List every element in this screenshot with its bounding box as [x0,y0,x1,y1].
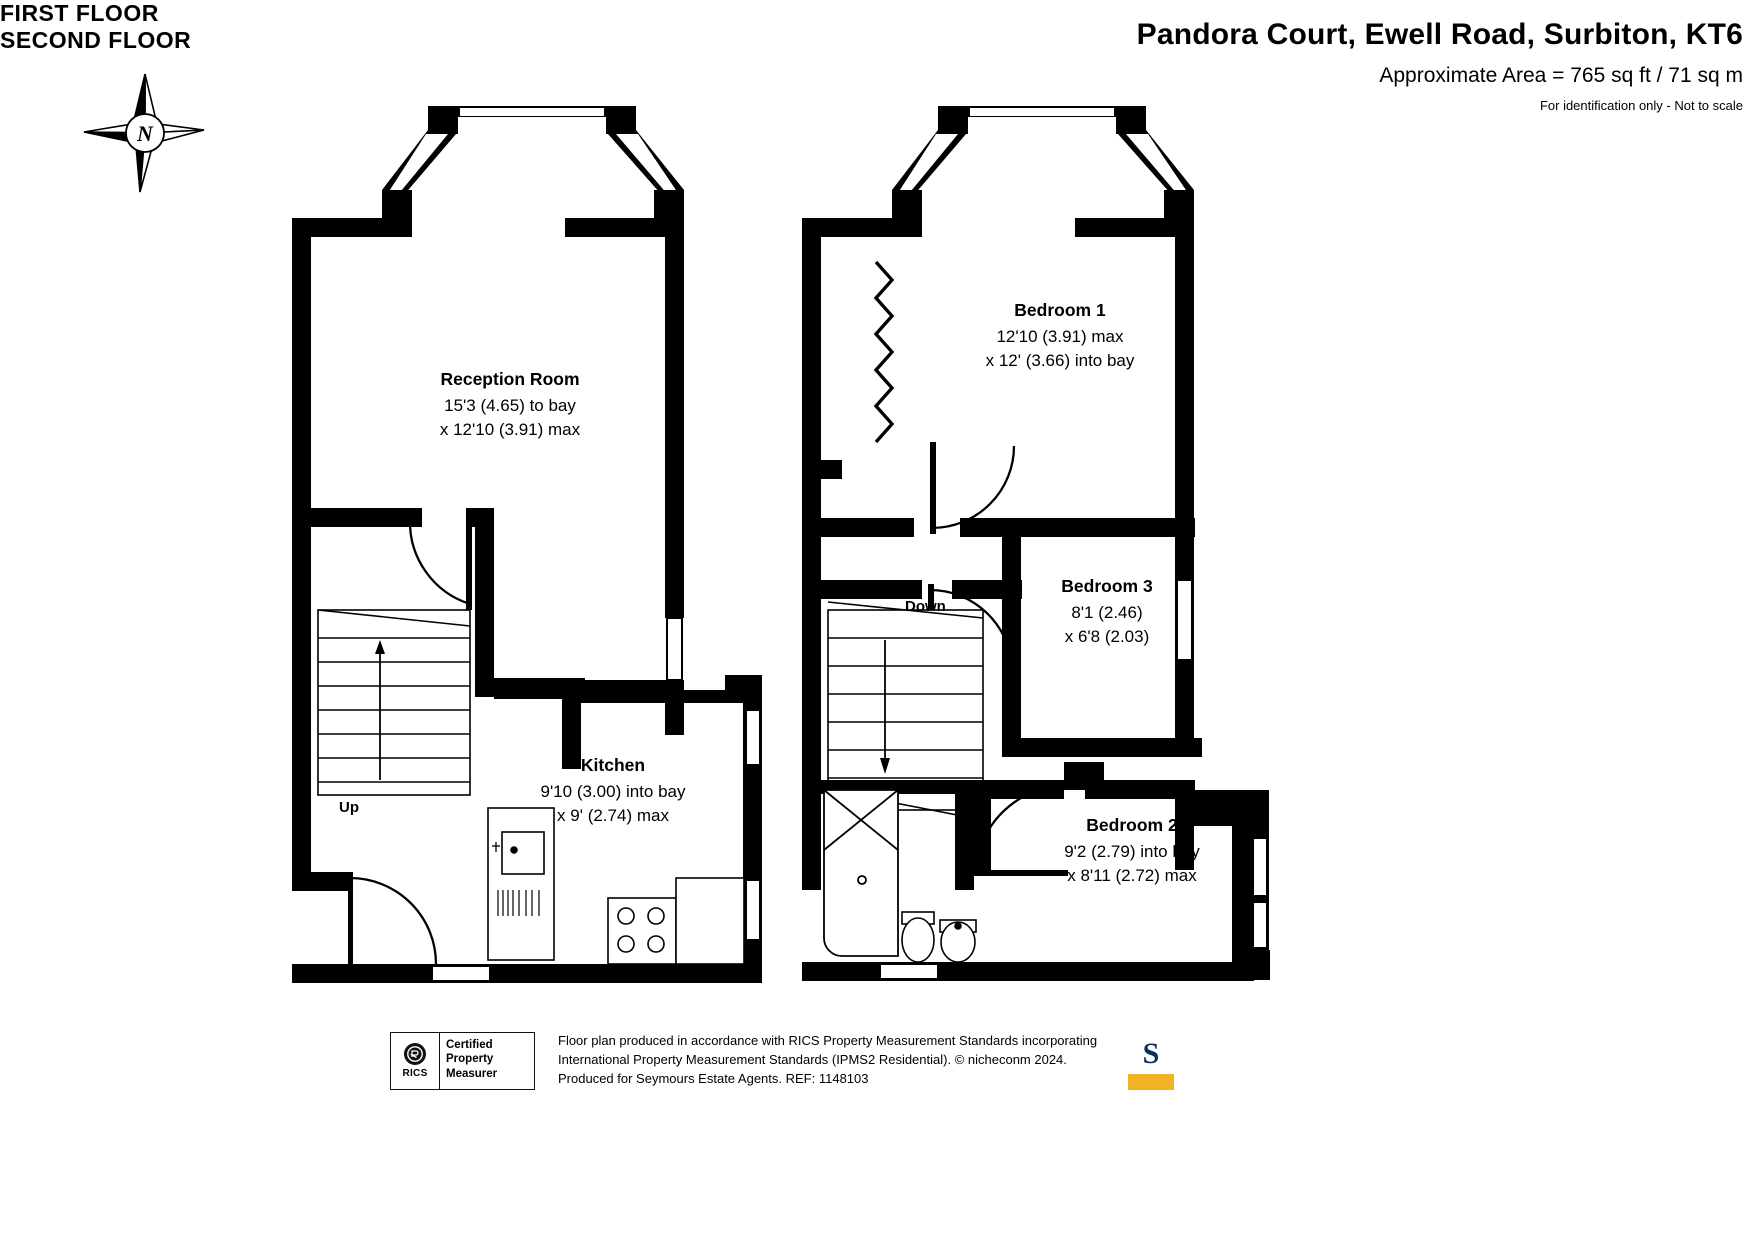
room-dim-1: 9'10 (3.00) into bay [540,781,686,801]
room-name: Kitchen [580,755,646,775]
first-floor-plan [270,90,800,995]
rics-wordmark: RICS [402,1068,428,1079]
rics-badge-text [440,1033,534,1089]
producer-logo [1128,1034,1174,1090]
room-bedroom-2 [1032,813,1232,888]
compass-rose [80,68,210,198]
disclaimer-text: For identification only - Not to scale [1539,98,1743,113]
stairs-up-label: Up [339,799,359,816]
room-dim-2: x 12'10 (3.91) max [439,419,581,439]
room-dim-1: 8'1 (2.46) [1071,602,1143,622]
footer-disclaimer [558,1032,1138,1089]
footer-line-1: Floor plan produced in accordance with RICS Property Measurement Standards incorporating [558,1033,1098,1048]
room-dim-2: x 6'8 (2.03) [1064,626,1150,646]
room-kitchen [528,753,698,828]
stairs-down-label: Down [905,598,946,615]
room-name: Bedroom 2 [1086,815,1178,835]
footer-line-2: International Property Measurement Standards (IPMS2 Residential). © nicheconm 2024. [558,1051,1067,1067]
room-dim-2: x 9' (2.74) max [557,805,669,825]
producer-logo-accent [1128,1074,1174,1090]
room-dim-2: x 8'11 (2.72) max [1067,865,1197,885]
room-name: Bedroom 1 [1014,300,1106,320]
second-floor-caption: SECOND FLOOR [0,27,192,53]
room-dim-1: 12'10 (3.91) max [996,326,1124,346]
room-dim-2: x 12' (3.66) into bay [985,350,1135,370]
rics-line-1: Certified [446,1039,493,1051]
rics-logo [391,1033,440,1089]
room-reception-room [430,367,590,442]
room-name: Bedroom 3 [1061,576,1153,596]
room-dim-1: 9'2 (2.79) into bay [1064,841,1200,861]
compass-north-label: N [137,121,153,146]
rics-mark-icon [404,1043,426,1065]
room-dim-1: 15'3 (4.65) to bay [444,395,576,415]
footer-line-3: Produced for Seymours Estate Agents. REF: 1148103 [558,1070,869,1086]
page-title: Pandora Court, Ewell Road, Surbiton, KT6 [1136,18,1743,51]
room-bedroom-3 [1022,574,1192,649]
rics-line-2: Property [446,1053,494,1066]
rics-line-3: Measurer [446,1067,498,1080]
producer-logo-letter: S [1128,1034,1174,1074]
approximate-area: Approximate Area = 765 sq ft / 71 sq m [1379,64,1743,87]
room-bedroom-1 [960,298,1160,373]
rics-certified-badge [390,1032,535,1090]
first-floor-caption: FIRST FLOOR [0,0,159,26]
room-name: Reception Room [440,369,580,389]
